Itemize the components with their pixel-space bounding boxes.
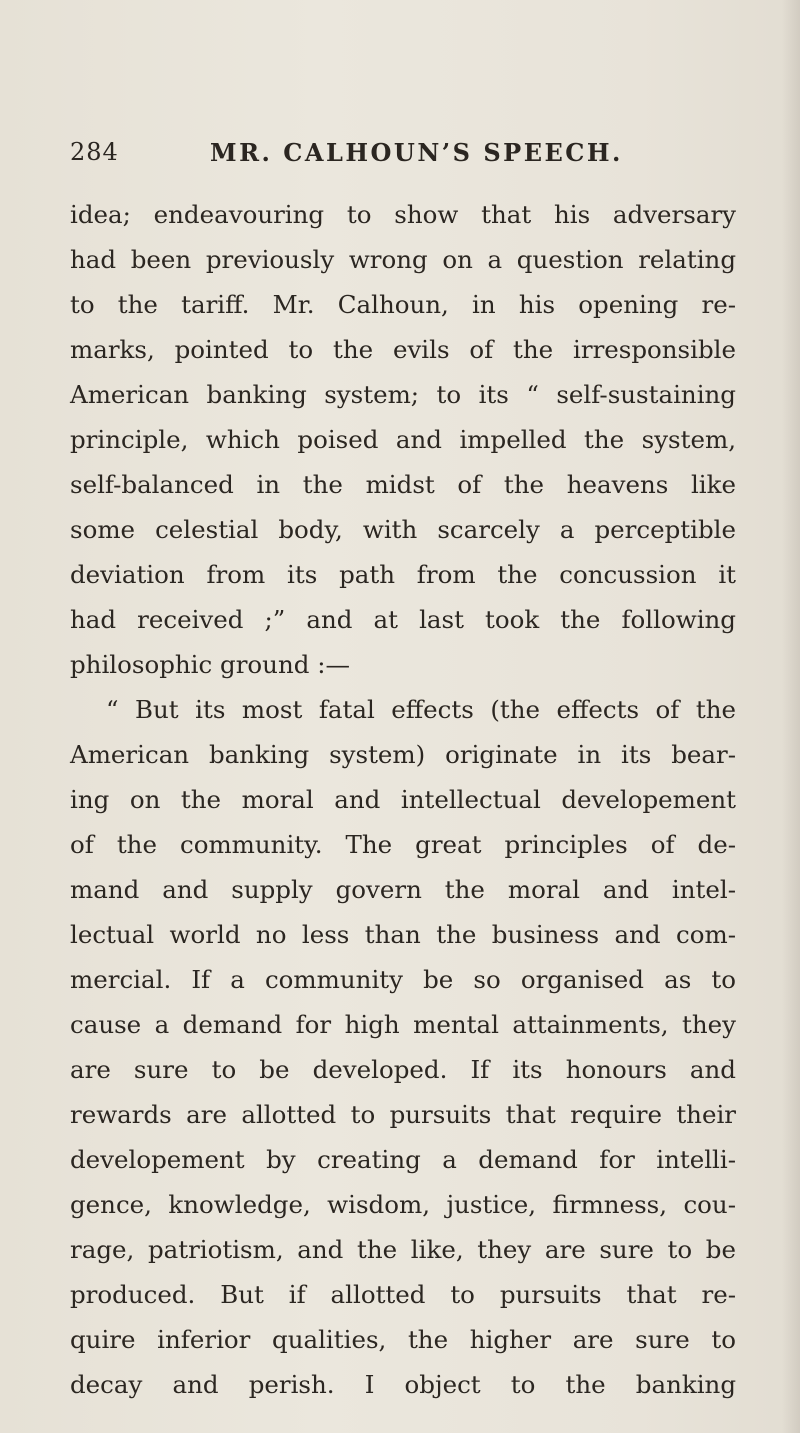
text-line: are sure to be developed. If its honours and [70, 1055, 736, 1084]
text-line: philosophic ground :— [70, 650, 350, 679]
body-text [70, 192, 736, 1407]
text-line: lectual world no less than the business and com- [70, 920, 736, 949]
text-line: self-balanced in the midst of the heavens like [70, 470, 736, 499]
text-line: quire inferior qualities, the higher are sure to [70, 1325, 736, 1354]
running-title: MR. CALHOUN’S SPEECH. [210, 138, 623, 167]
text-line: deviation from its path from the concussion it [70, 560, 736, 589]
text-line: had been previously wrong on a question relating [70, 245, 736, 274]
text-line: mercial. If a community be so organised as to [70, 965, 736, 994]
text-line: developement by creating a demand for intelli- [70, 1145, 736, 1174]
running-head [70, 138, 730, 178]
text-line: had received ;” and at last took the following [70, 605, 736, 634]
text-line: ing on the moral and intellectual developement [70, 785, 736, 814]
text-line: mand and supply govern the moral and intel- [70, 875, 736, 904]
text-line: of the community. The great principles of de- [70, 830, 736, 859]
page-edge-shadow [782, 0, 800, 1433]
text-line: rage, patriotism, and the like, they are sure to be [70, 1235, 736, 1264]
text-line: some celestial body, with scarcely a perceptible [70, 515, 736, 544]
quote-start-line: “ But its most fatal effects (the effects of the [106, 695, 736, 724]
text-line: rewards are allotted to pursuits that require their [70, 1100, 736, 1129]
text-line: cause a demand for high mental attainments, they [70, 1010, 736, 1039]
text-line: gence, knowledge, wisdom, justice, firmness, cou- [70, 1190, 736, 1219]
text-line: decay and perish. I object to the banking [70, 1370, 736, 1399]
text-line: principle, which poised and impelled the system, [70, 425, 736, 454]
text-line: idea; endeavouring to show that his adversary [70, 200, 736, 229]
text-line: marks, pointed to the evils of the irresponsible [70, 335, 736, 364]
page-number: 284 [70, 138, 119, 166]
text-line: produced. But if allotted to pursuits that re- [70, 1280, 736, 1309]
text-line: to the tariff. Mr. Calhoun, in his opening re- [70, 290, 736, 319]
text-line: American banking system) originate in its bear- [70, 740, 736, 769]
text-line: American banking system; to its “ self-sustaining [70, 380, 736, 409]
